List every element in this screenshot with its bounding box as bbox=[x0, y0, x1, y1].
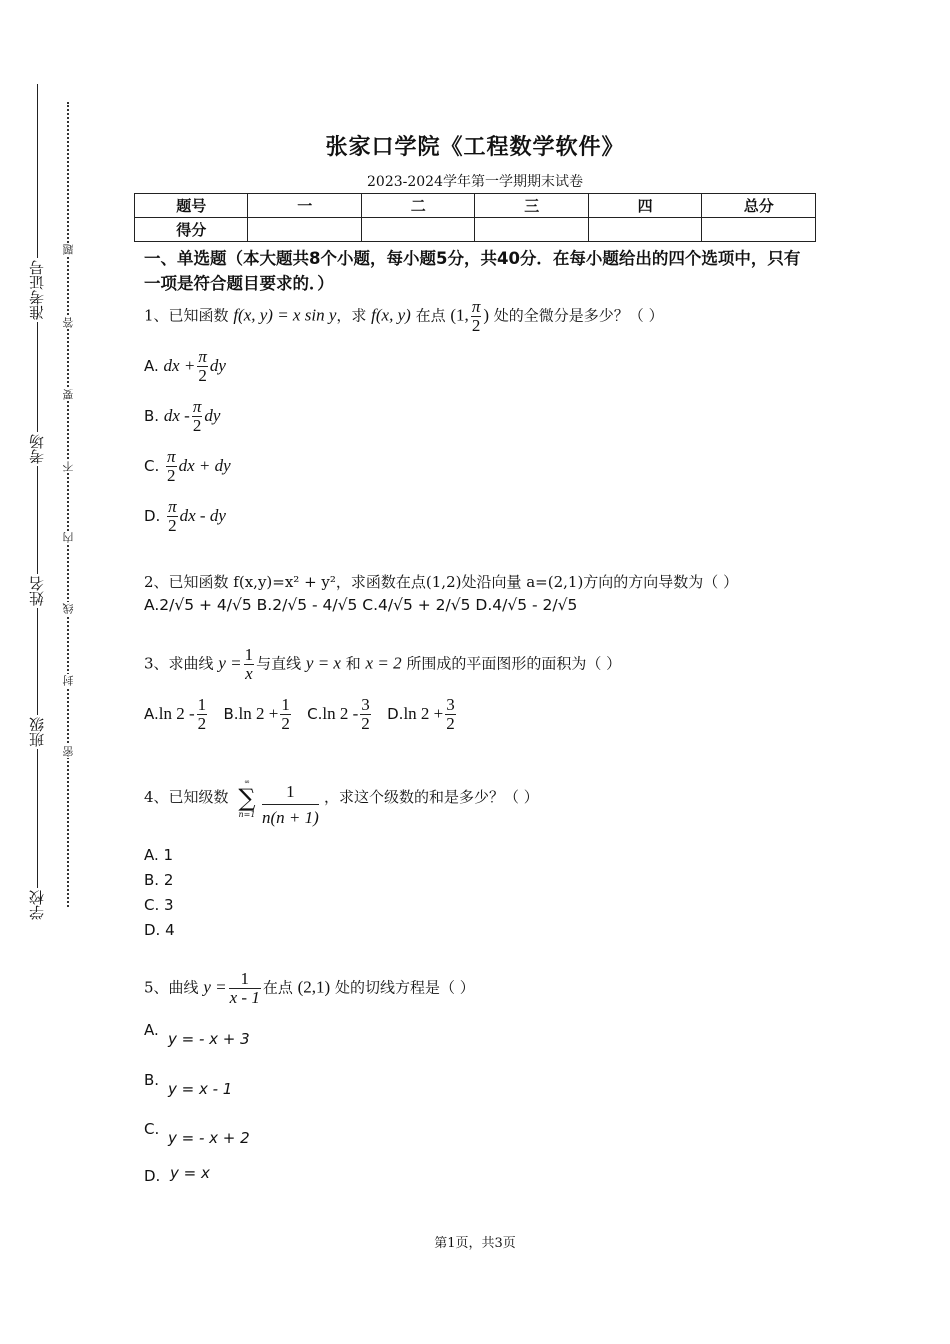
q3-option-c[interactable]: C.ln 2 - $\frac{3}{2}$ bbox=[307, 695, 370, 733]
q4-option-a[interactable]: A. 1 bbox=[144, 846, 174, 864]
score-row-label: 得分 bbox=[135, 218, 248, 242]
seal-word: 答 bbox=[62, 317, 75, 328]
q3-option-a[interactable]: A.ln 2 - $\frac{1}{2}$ bbox=[144, 695, 207, 733]
page-number: 第1页，共3页 bbox=[434, 1236, 516, 1251]
q1-point-fraction: $\frac{\pi}{2}$ bbox=[471, 297, 481, 335]
binding-dotted-line bbox=[67, 102, 69, 907]
q3-curve-fraction: $\frac{1}{x}$ bbox=[244, 645, 254, 683]
score-cell bbox=[248, 218, 361, 242]
q4-fraction: 1 n(n + 1) bbox=[262, 782, 319, 827]
seal-word: 封 bbox=[62, 675, 75, 686]
score-table-header-row bbox=[135, 194, 816, 218]
margin-label-school: 学校 bbox=[28, 890, 46, 920]
q3-option-d[interactable]: D.ln 2 + $\frac{3}{2}$ bbox=[387, 695, 455, 733]
option-fraction: $\frac{\pi}{2}$ bbox=[168, 497, 177, 535]
q1-function: f(x, y) bbox=[371, 305, 411, 325]
page-title: 张家口学院《工程数学软件》 bbox=[325, 135, 625, 160]
margin-label-class: 班级 bbox=[28, 717, 46, 747]
option-fraction: $\frac{\pi}{2}$ bbox=[192, 397, 202, 435]
question-4: 4、已知级数 bbox=[144, 788, 229, 806]
seal-word: 内 bbox=[62, 532, 75, 543]
q4-question-tail: ，求这个级数的和是多少？（ ） bbox=[324, 788, 539, 806]
q1-text: 在点 bbox=[415, 306, 446, 325]
section-heading: 一、单选题（本大题共8个小题，每小题5分，共40分．在每小题给出的四个选项中，只有一项是符合题目要求的．） bbox=[144, 249, 801, 293]
score-header-cell: 题号 bbox=[135, 194, 248, 218]
q1-option-b[interactable]: B. dx - $\frac{\pi}{2}$ dy bbox=[144, 397, 221, 435]
q1-text: ，求 bbox=[336, 306, 367, 325]
q5-option-a-label[interactable]: A. bbox=[144, 1021, 159, 1039]
score-table bbox=[134, 193, 816, 242]
option-fraction: $\frac{\pi}{2}$ bbox=[167, 447, 176, 485]
q4-option-c[interactable]: C. 3 bbox=[144, 896, 174, 914]
q5-option-c-expr[interactable]: y = - x + 2 bbox=[168, 1129, 250, 1147]
score-header-cell: 一 bbox=[248, 194, 361, 218]
question-3: 3、求曲线 y = $\frac{1}{x}$ 与直线 y = x 和 x = 2 所围成的平面图形的面积为（ ） bbox=[144, 645, 622, 683]
question-5: 5、曲线 y = $\frac{1}{x - 1}$ 在点 (2,1) 处的切线方程是（ ） bbox=[144, 969, 475, 1007]
score-cell bbox=[475, 218, 588, 242]
q5-option-b-label[interactable]: B. bbox=[144, 1071, 160, 1089]
margin-label-exam-room: 考场 bbox=[28, 434, 46, 464]
seal-word: 密 bbox=[62, 746, 75, 757]
score-cell bbox=[361, 218, 474, 242]
q1-option-d[interactable]: D. $\frac{\pi}{2}$ dx - dy bbox=[144, 497, 226, 535]
margin-label-exam-id: 准考证号 bbox=[28, 260, 46, 320]
q3-option-b[interactable]: B.ln 2 + $\frac{1}{2}$ bbox=[223, 695, 290, 733]
score-cell bbox=[588, 218, 701, 242]
q1-text: 处的全微分是多少？（ ） bbox=[493, 306, 664, 325]
q2-options[interactable]: A.2/√5 + 4/√5 B.2/√5 - 4/√5 C.4/√5 + 2/√5 D.4/√5 - 2/√5 bbox=[144, 596, 578, 614]
score-cell bbox=[702, 218, 816, 242]
seal-word: 不 bbox=[62, 461, 75, 472]
margin-label-name: 姓名 bbox=[28, 576, 46, 606]
q5-option-b-expr[interactable]: y = x - 1 bbox=[168, 1080, 233, 1098]
seal-word: 题 bbox=[62, 244, 75, 255]
question-2: 2、已知函数 f(x,y)=x² + y²，求函数在点(1,2)处沿向量 a=(2,1)方向的方向导数为（ ） bbox=[144, 573, 739, 591]
score-header-cell: 四 bbox=[588, 194, 701, 218]
question-1: 1、已知函数 f(x, y) = x sin y，求 f(x, y) 在点 (1, $\frac{\pi}{2}$ ) 处的全微分是多少？（ ） bbox=[144, 297, 664, 335]
q4-option-b[interactable]: B. 2 bbox=[144, 871, 174, 889]
q1-point: (1, bbox=[450, 305, 469, 325]
q1-function: f(x, y) = x sin y bbox=[233, 305, 337, 325]
score-header-cell: 二 bbox=[361, 194, 474, 218]
q3-options bbox=[144, 696, 458, 733]
score-table-score-row bbox=[135, 218, 816, 242]
binding-solid-line bbox=[37, 84, 38, 914]
score-header-cell: 总分 bbox=[702, 194, 816, 218]
q5-curve-fraction: $\frac{1}{x - 1}$ bbox=[229, 969, 260, 1007]
q5-option-d-expr[interactable]: y = x bbox=[170, 1164, 210, 1182]
q1-option-c[interactable]: C. $\frac{\pi}{2}$ dx + dy bbox=[144, 447, 231, 485]
seal-word: 线 bbox=[62, 603, 75, 614]
q4-summation: ∞ ∑ n=1 bbox=[238, 778, 256, 819]
score-header-cell: 三 bbox=[475, 194, 588, 218]
page-subtitle: 2023-2024学年第一学期期末试卷 bbox=[367, 174, 583, 190]
q5-option-a-expr[interactable]: y = - x + 3 bbox=[168, 1030, 250, 1048]
q4-option-d[interactable]: D. 4 bbox=[144, 921, 175, 939]
q1-option-a[interactable]: A. dx + $\frac{\pi}{2}$ dy bbox=[144, 347, 226, 385]
seal-word: 要 bbox=[62, 389, 75, 400]
option-fraction: $\frac{\pi}{2}$ bbox=[198, 347, 207, 385]
q5-option-d-label[interactable]: D. bbox=[144, 1167, 161, 1185]
q5-option-c-label[interactable]: C. bbox=[144, 1120, 160, 1138]
q1-text: 1、已知函数 bbox=[144, 306, 229, 325]
